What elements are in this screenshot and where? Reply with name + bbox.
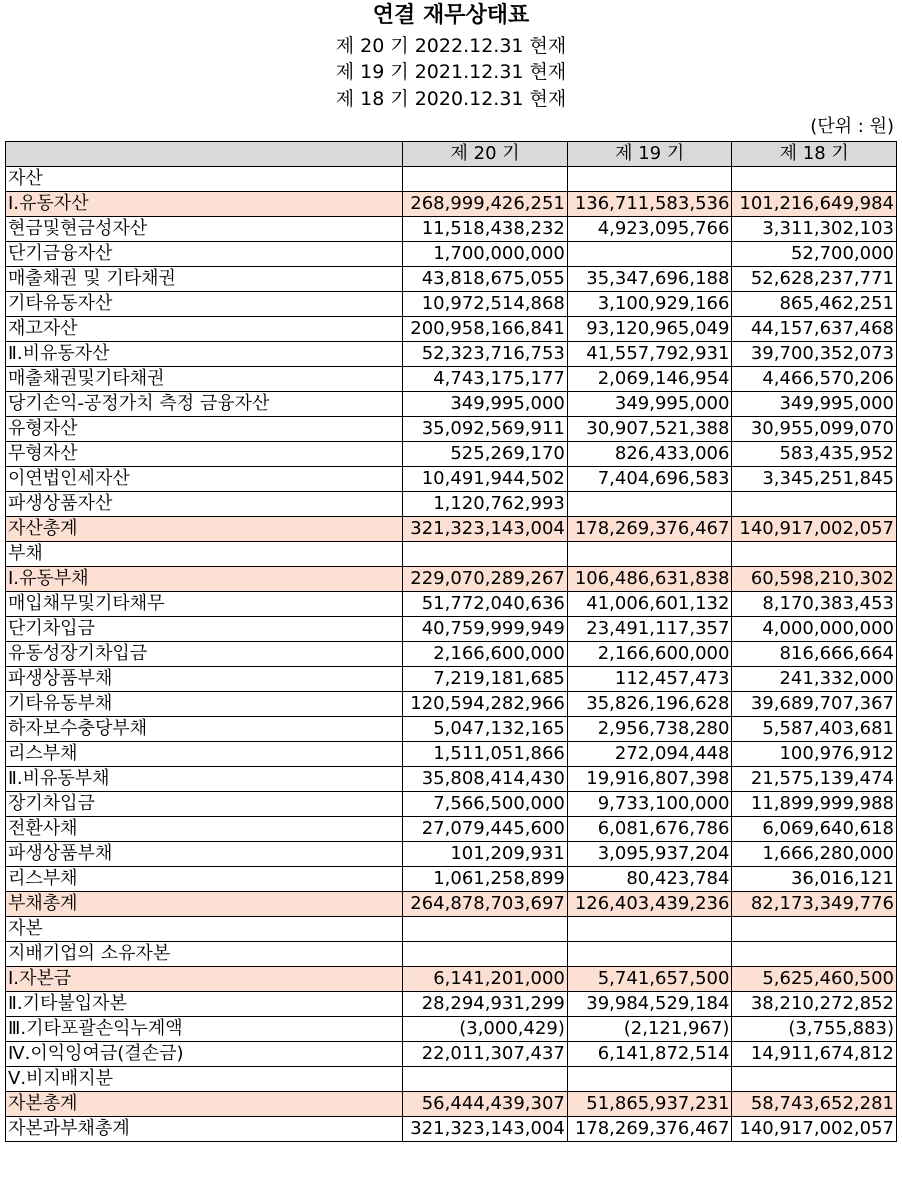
amount-cell: 4,743,175,177 [403, 367, 568, 392]
header-row [6, 142, 897, 167]
amount-cell: 41,557,792,931 [567, 342, 732, 367]
table-row [6, 1042, 897, 1067]
account-label: 부채 [6, 542, 403, 567]
amount-cell: 100,976,912 [732, 742, 897, 767]
account-label: 단기차입금 [6, 617, 403, 642]
amount-cell: 2,166,600,000 [403, 642, 568, 667]
account-label: 당기손익-공정가치 측정 금융자산 [6, 392, 403, 417]
amount-cell: 112,457,473 [567, 667, 732, 692]
header-period-20: 제 20 기 [403, 142, 568, 167]
amount-cell: 3,345,251,845 [732, 467, 897, 492]
amount-cell [403, 942, 568, 967]
table-row [6, 817, 897, 842]
table-row [6, 842, 897, 867]
account-label: 자본 [6, 917, 403, 942]
amount-cell [567, 167, 732, 192]
account-label: 자산총계 [6, 517, 403, 542]
amount-cell: 39,689,707,367 [732, 692, 897, 717]
amount-cell: 5,047,132,165 [403, 717, 568, 742]
table-row [6, 692, 897, 717]
amount-cell [732, 167, 897, 192]
table-row [6, 417, 897, 442]
table-row [6, 492, 897, 517]
amount-cell: 120,594,282,966 [403, 692, 568, 717]
amount-cell: 30,955,099,070 [732, 417, 897, 442]
amount-cell: 5,587,403,681 [732, 717, 897, 742]
table-row [6, 192, 897, 217]
account-label: Ⅰ.유동부채 [6, 567, 403, 592]
amount-cell: 51,865,937,231 [567, 1092, 732, 1117]
table-row [6, 367, 897, 392]
table-row [6, 517, 897, 542]
table-row [6, 642, 897, 667]
table-row [6, 1117, 897, 1142]
table-row [6, 292, 897, 317]
amount-cell: 40,759,999,949 [403, 617, 568, 642]
amount-cell: 39,700,352,073 [732, 342, 897, 367]
amount-cell: 58,743,652,281 [732, 1092, 897, 1117]
table-row [6, 992, 897, 1017]
amount-cell [567, 492, 732, 517]
account-label: 자본과부채총계 [6, 1117, 403, 1142]
amount-cell: 583,435,952 [732, 442, 897, 467]
amount-cell: 39,984,529,184 [567, 992, 732, 1017]
amount-cell: (3,755,883) [732, 1017, 897, 1042]
amount-cell [567, 242, 732, 267]
unit-label: (단위 : 원) [810, 116, 894, 137]
amount-cell: 14,911,674,812 [732, 1042, 897, 1067]
table-row [6, 317, 897, 342]
account-label: 재고자산 [6, 317, 403, 342]
amount-cell [732, 542, 897, 567]
account-label: Ⅰ.자본금 [6, 967, 403, 992]
amount-cell: 82,173,349,776 [732, 892, 897, 917]
amount-cell: 6,141,872,514 [567, 1042, 732, 1067]
amount-cell: 826,433,006 [567, 442, 732, 467]
account-label: 단기금융자산 [6, 242, 403, 267]
amount-cell [567, 1067, 732, 1092]
amount-cell: 3,100,929,166 [567, 292, 732, 317]
amount-cell: 80,423,784 [567, 867, 732, 892]
amount-cell: 5,741,657,500 [567, 967, 732, 992]
account-label: 자산 [6, 167, 403, 192]
amount-cell: 10,972,514,868 [403, 292, 568, 317]
amount-cell: 38,210,272,852 [732, 992, 897, 1017]
account-label: 리스부채 [6, 867, 403, 892]
table-row [6, 342, 897, 367]
amount-cell: 1,120,762,993 [403, 492, 568, 517]
table-row [6, 942, 897, 967]
amount-cell: 865,462,251 [732, 292, 897, 317]
account-label: 자본총계 [6, 1092, 403, 1117]
amount-cell: 106,486,631,838 [567, 567, 732, 592]
amount-cell: 28,294,931,299 [403, 992, 568, 1017]
header-period-18: 제 18 기 [732, 142, 897, 167]
amount-cell: 200,958,166,841 [403, 317, 568, 342]
amount-cell: 178,269,376,467 [567, 517, 732, 542]
amount-cell: 36,016,121 [732, 867, 897, 892]
amount-cell [403, 917, 568, 942]
amount-cell: 51,772,040,636 [403, 592, 568, 617]
account-label: Ⅳ.이익잉여금(결손금) [6, 1042, 403, 1067]
amount-cell: 6,081,676,786 [567, 817, 732, 842]
amount-cell: 22,011,307,437 [403, 1042, 568, 1067]
account-label: 매입채무및기타채무 [6, 592, 403, 617]
amount-cell: 9,733,100,000 [567, 792, 732, 817]
table-row [6, 167, 897, 192]
amount-cell: 19,916,807,398 [567, 767, 732, 792]
account-label: 유동성장기차입금 [6, 642, 403, 667]
account-label: 리스부채 [6, 742, 403, 767]
amount-cell: 35,092,569,911 [403, 417, 568, 442]
amount-cell: 35,826,196,628 [567, 692, 732, 717]
amount-cell: 136,711,583,536 [567, 192, 732, 217]
table-row [6, 1017, 897, 1042]
amount-cell: 11,899,999,988 [732, 792, 897, 817]
amount-cell: 21,575,139,474 [732, 767, 897, 792]
amount-cell: 52,700,000 [732, 242, 897, 267]
account-label: 매출채권및기타채권 [6, 367, 403, 392]
table-row [6, 967, 897, 992]
amount-cell: 5,625,460,500 [732, 967, 897, 992]
amount-cell: 1,700,000,000 [403, 242, 568, 267]
amount-cell [567, 942, 732, 967]
account-label: Ⅱ.비유동자산 [6, 342, 403, 367]
account-label: 장기차입금 [6, 792, 403, 817]
account-label: 파생상품부채 [6, 667, 403, 692]
account-label: 부채총계 [6, 892, 403, 917]
account-label: 현금및현금성자산 [6, 217, 403, 242]
header-period-19: 제 19 기 [567, 142, 732, 167]
table-row [6, 892, 897, 917]
account-label: 유형자산 [6, 417, 403, 442]
amount-cell: 264,878,703,697 [403, 892, 568, 917]
account-label: Ⅴ.비지배지분 [6, 1067, 403, 1092]
amount-cell: 7,404,696,583 [567, 467, 732, 492]
amount-cell: 52,323,716,753 [403, 342, 568, 367]
amount-cell: 3,311,302,103 [732, 217, 897, 242]
account-label: Ⅱ.비유동부채 [6, 767, 403, 792]
amount-cell: 241,332,000 [732, 667, 897, 692]
amount-cell: 1,061,258,899 [403, 867, 568, 892]
amount-cell: 816,666,664 [732, 642, 897, 667]
account-label: Ⅰ.유동자산 [6, 192, 403, 217]
amount-cell: 101,216,649,984 [732, 192, 897, 217]
amount-cell: 8,170,383,453 [732, 592, 897, 617]
amount-cell [403, 1067, 568, 1092]
statement-title: 연결 재무상태표 [372, 3, 530, 28]
table-row [6, 792, 897, 817]
table-row [6, 242, 897, 267]
amount-cell: (2,121,967) [567, 1017, 732, 1042]
table-row [6, 667, 897, 692]
amount-cell: 229,070,289,267 [403, 567, 568, 592]
amount-cell [732, 1067, 897, 1092]
amount-cell: 349,995,000 [403, 392, 568, 417]
amount-cell: 349,995,000 [567, 392, 732, 417]
amount-cell: 52,628,237,771 [732, 267, 897, 292]
amount-cell: 6,069,640,618 [732, 817, 897, 842]
amount-cell: 349,995,000 [732, 392, 897, 417]
amount-cell [732, 942, 897, 967]
account-label: 매출채권 및 기타채권 [6, 267, 403, 292]
amount-cell: 10,491,944,502 [403, 467, 568, 492]
account-label: 하자보수충당부채 [6, 717, 403, 742]
amount-cell: 60,598,210,302 [732, 567, 897, 592]
amount-cell: 2,069,146,954 [567, 367, 732, 392]
amount-cell: 140,917,002,057 [732, 517, 897, 542]
amount-cell: 321,323,143,004 [403, 1117, 568, 1142]
table-row [6, 542, 897, 567]
account-label: 지배기업의 소유자본 [6, 942, 403, 967]
amount-cell: (3,000,429) [403, 1017, 568, 1042]
table-row [6, 267, 897, 292]
amount-cell: 2,166,600,000 [567, 642, 732, 667]
amount-cell: 56,444,439,307 [403, 1092, 568, 1117]
amount-cell: 126,403,439,236 [567, 892, 732, 917]
amount-cell [403, 542, 568, 567]
balance-sheet-table [5, 141, 897, 1142]
amount-cell [567, 542, 732, 567]
amount-cell [732, 492, 897, 517]
amount-cell [403, 167, 568, 192]
table-row [6, 617, 897, 642]
account-label: 기타유동자산 [6, 292, 403, 317]
amount-cell: 4,466,570,206 [732, 367, 897, 392]
amount-cell: 93,120,965,049 [567, 317, 732, 342]
period-line-19: 제 19 기 2021.12.31 현재 [335, 61, 567, 83]
amount-cell: 1,511,051,866 [403, 742, 568, 767]
table-row [6, 567, 897, 592]
table-row [6, 917, 897, 942]
table-row [6, 1092, 897, 1117]
amount-cell: 35,808,414,430 [403, 767, 568, 792]
account-label: 무형자산 [6, 442, 403, 467]
account-label: Ⅲ.기타포괄손익누계액 [6, 1017, 403, 1042]
amount-cell: 1,666,280,000 [732, 842, 897, 867]
amount-cell: 101,209,931 [403, 842, 568, 867]
amount-cell [732, 917, 897, 942]
account-label: 파생상품자산 [6, 492, 403, 517]
amount-cell: 11,518,438,232 [403, 217, 568, 242]
amount-cell: 44,157,637,468 [732, 317, 897, 342]
table-row [6, 867, 897, 892]
table-row [6, 467, 897, 492]
amount-cell: 140,917,002,057 [732, 1117, 897, 1142]
table-row [6, 717, 897, 742]
account-label: 파생상품부채 [6, 842, 403, 867]
account-label: 이연법인세자산 [6, 467, 403, 492]
table-row [6, 217, 897, 242]
table-row [6, 592, 897, 617]
account-label: 기타유동부채 [6, 692, 403, 717]
amount-cell [567, 917, 732, 942]
table-row [6, 1067, 897, 1092]
amount-cell: 30,907,521,388 [567, 417, 732, 442]
amount-cell: 23,491,117,357 [567, 617, 732, 642]
amount-cell: 41,006,601,132 [567, 592, 732, 617]
amount-cell: 4,923,095,766 [567, 217, 732, 242]
account-label: Ⅱ.기타불입자본 [6, 992, 403, 1017]
amount-cell: 7,219,181,685 [403, 667, 568, 692]
amount-cell: 7,566,500,000 [403, 792, 568, 817]
table-row [6, 442, 897, 467]
amount-cell: 27,079,445,600 [403, 817, 568, 842]
amount-cell: 268,999,426,251 [403, 192, 568, 217]
table-row [6, 392, 897, 417]
period-line-18: 제 18 기 2020.12.31 현재 [335, 88, 567, 110]
table-row [6, 767, 897, 792]
amount-cell: 4,000,000,000 [732, 617, 897, 642]
amount-cell: 35,347,696,188 [567, 267, 732, 292]
table-row [6, 742, 897, 767]
amount-cell: 178,269,376,467 [567, 1117, 732, 1142]
period-line-20: 제 20 기 2022.12.31 현재 [335, 35, 567, 57]
header-account [6, 142, 403, 167]
account-label: 전환사채 [6, 817, 403, 842]
amount-cell: 525,269,170 [403, 442, 568, 467]
amount-cell: 3,095,937,204 [567, 842, 732, 867]
amount-cell: 321,323,143,004 [403, 517, 568, 542]
amount-cell: 2,956,738,280 [567, 717, 732, 742]
amount-cell: 6,141,201,000 [403, 967, 568, 992]
amount-cell: 272,094,448 [567, 742, 732, 767]
amount-cell: 43,818,675,055 [403, 267, 568, 292]
